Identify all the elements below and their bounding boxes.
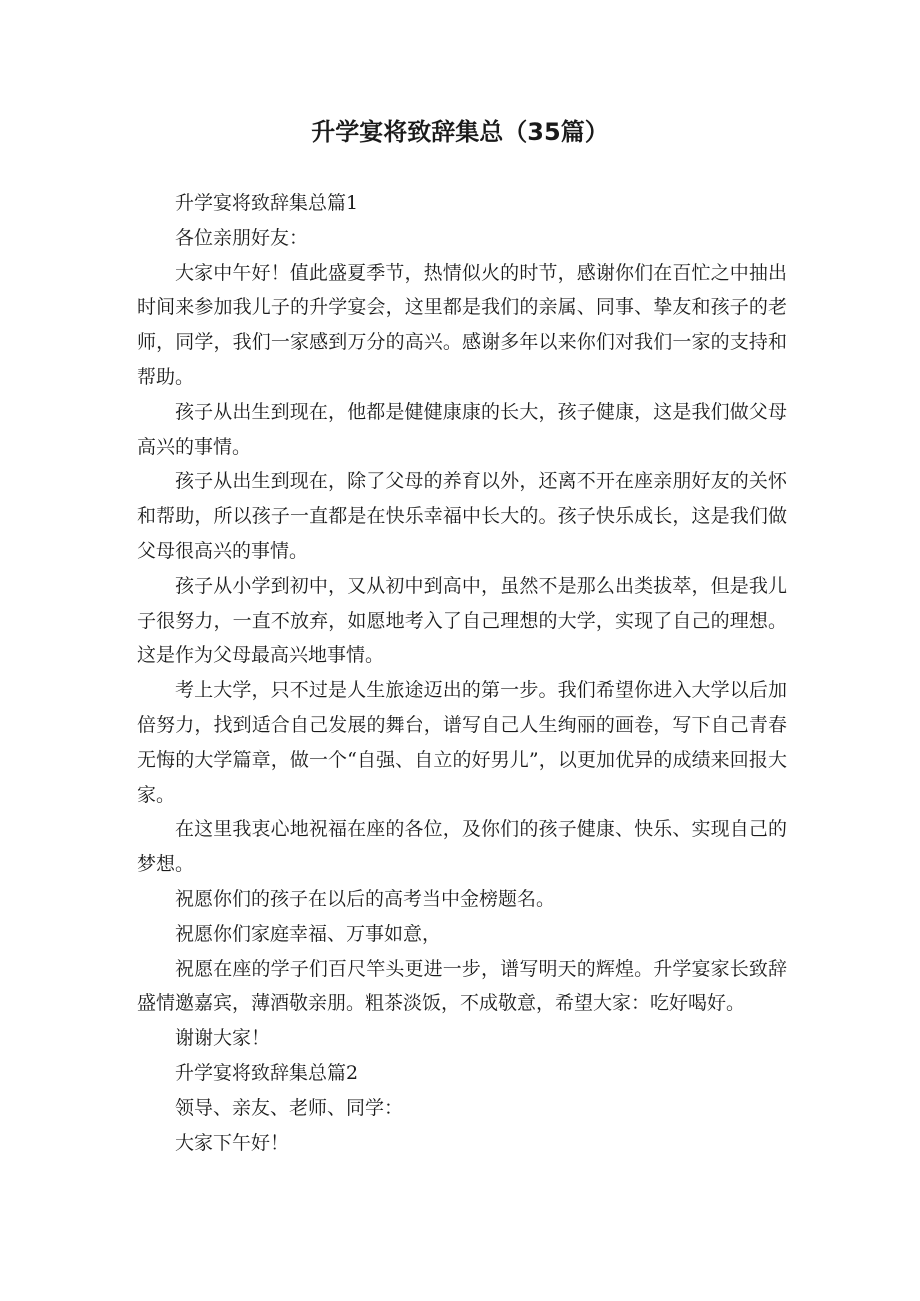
salutation: 领导、亲友、老师、同学： xyxy=(175,1096,404,1119)
paragraph: 祝愿在座的学子们百尺竿头更进一步，谱写明天的辉煌。升学宴家长致辞盛情邀嘉宾，薄酒敬亲朋。粗茶淡饭，不成敬意，希望大家：吃好喝好。 xyxy=(137,957,787,1015)
salutation: 各位亲朋好友： xyxy=(175,226,309,249)
document-body xyxy=(137,186,787,1160)
paragraph: 考上大学，只不过是人生旅途迈出的第一步。我们希望你进入大学以后加倍努力，找到适合自己发展的舞台，谱写自己人生绚丽的画卷，写下自己青春无悔的大学篇章，做一个“自强、自立的好男儿”，以更加优异的成绩来回报大家。 xyxy=(137,679,787,806)
paragraph: 孩子从小学到初中，又从初中到高中，虽然不是那么出类拔萃，但是我儿子很努力，一直不放弃，如愿地考入了自己理想的大学，实现了自己的理想。这是作为父母最高兴地事情。 xyxy=(137,574,787,667)
paragraph: 在这里我衷心地祝福在座的各位，及你们的孩子健康、快乐、实现自己的梦想。 xyxy=(137,818,787,876)
paragraph: 孩子从出生到现在，除了父母的养育以外，还离不开在座亲朋好友的关怀和帮助，所以孩子一直都是在快乐幸福中长大的。孩子快乐成长，这是我们做父母很高兴的事情。 xyxy=(137,470,787,562)
paragraph: 大家下午好！ xyxy=(175,1131,290,1154)
paragraph: 大家中午好！值此盛夏季节，热情似火的时节，感谢你们在百忙之中抽出时间来参加我儿子的升学宴会，这里都是我们的亲属、同事、挚友和孩子的老师，同学，我们一家感到万分的高兴。感谢多年以来你们对我们一家的支持和帮助。 xyxy=(137,261,787,388)
paragraph: 祝愿你们的孩子在以后的高考当中金榜题名。 xyxy=(175,887,556,910)
section-heading-2: 升学宴将致辞集总篇2 xyxy=(175,1061,359,1084)
section-heading-1: 升学宴将致辞集总篇1 xyxy=(175,192,359,214)
paragraph: 孩子从出生到现在，他都是健健康康的长大，孩子健康，这是我们做父母高兴的事情。 xyxy=(137,400,787,458)
closing-line: 谢谢大家！ xyxy=(175,1027,271,1050)
paragraph: 祝愿你们家庭幸福、万事如意， xyxy=(175,922,442,945)
document-title: 升学宴将致辞集总（35篇） xyxy=(311,118,609,146)
